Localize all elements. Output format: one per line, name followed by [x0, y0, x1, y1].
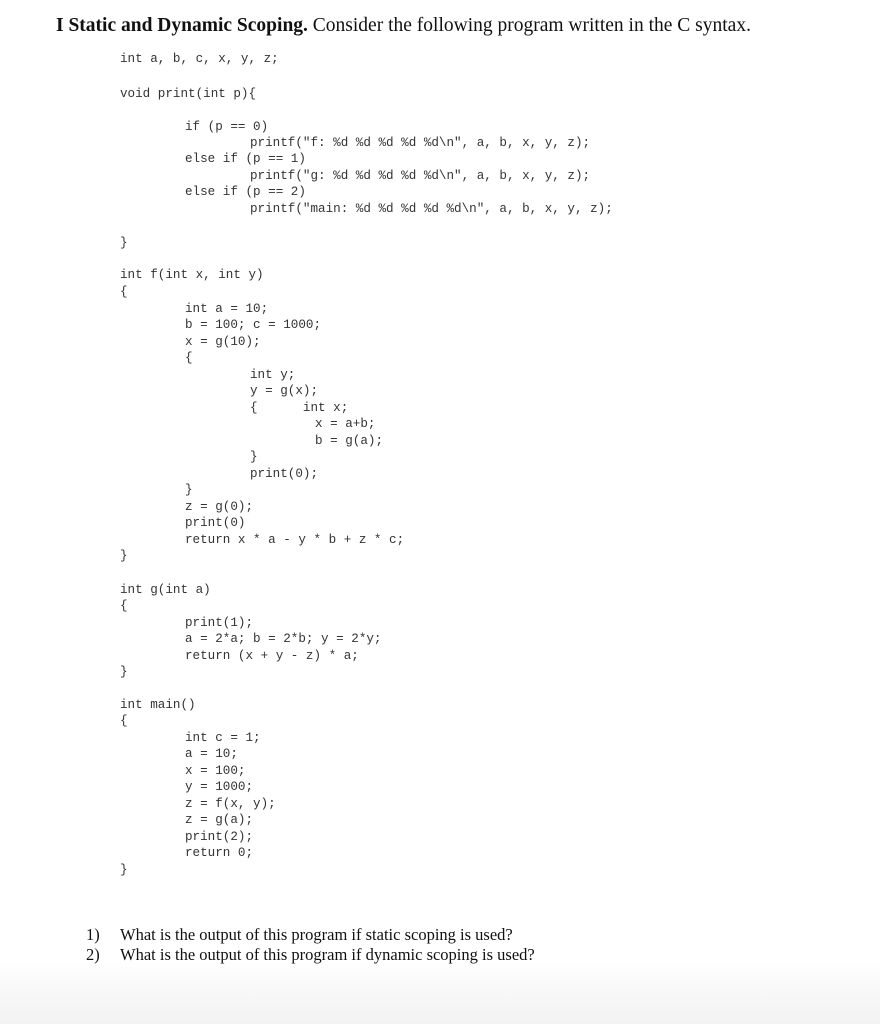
code-line: } [120, 665, 128, 679]
code-line: { [120, 285, 128, 299]
question-text: What is the output of this program if static scoping is used? [120, 925, 513, 944]
code-line: b = 100; c = 1000; [185, 318, 322, 332]
code-line: printf("g: %d %d %d %d %d\n", a, b, x, y, z); [250, 169, 591, 183]
code-line: z = f(x, y); [185, 797, 276, 811]
code-line: x = g(10); [185, 335, 261, 349]
code-line: return 0; [185, 846, 254, 860]
code-line: y = 1000; [185, 780, 254, 794]
code-line: void print(int p){ [120, 87, 257, 101]
code-line: } [120, 863, 128, 877]
code-line: int main() [120, 698, 196, 712]
code-line: int a = 10; [185, 302, 269, 316]
code-line: print(0) [185, 516, 246, 530]
heading-text: Consider the following program written in the C syntax. [312, 15, 751, 36]
code-line: print(0); [250, 467, 319, 481]
question-item [86, 945, 535, 965]
code-line: int f(int x, int y) [120, 268, 264, 282]
code-line: { [120, 599, 128, 613]
code-line: y = g(x); [250, 384, 319, 398]
page-heading [56, 14, 751, 38]
code-line: } [185, 483, 193, 497]
code-line: { [185, 351, 193, 365]
heading-label: I Static and Dynamic Scoping. [56, 15, 308, 36]
code-line: return (x + y - z) * a; [185, 649, 359, 663]
code-line: } [250, 450, 258, 464]
code-line: int g(int a) [120, 583, 211, 597]
code-line: printf("f: %d %d %d %d %d\n", a, b, x, y, z); [250, 136, 591, 150]
code-line: } [120, 549, 128, 563]
code-line: int c = 1; [185, 731, 261, 745]
code-line: return x * a - y * b + z * c; [185, 533, 405, 547]
question-text: What is the output of this program if dynamic scoping is used? [120, 945, 535, 964]
question-list [86, 925, 535, 965]
code-line: a = 2*a; b = 2*b; y = 2*y; [185, 632, 382, 646]
code-line: if (p == 0) [185, 120, 269, 134]
question-number: 2) [86, 945, 100, 964]
code-line: { int x; [250, 401, 349, 415]
code-line: print(1); [185, 616, 254, 630]
code-line: x = a+b; [315, 417, 376, 431]
code-line: a = 10; [185, 747, 238, 761]
code-line: printf("main: %d %d %d %d %d\n", a, b, x, y, z); [250, 202, 613, 216]
code-line: x = 100; [185, 764, 246, 778]
code-line: print(2); [185, 830, 254, 844]
code-line: int y; [250, 368, 296, 382]
question-item [86, 925, 535, 945]
code-line: else if (p == 2) [185, 185, 306, 199]
code-line: else if (p == 1) [185, 152, 306, 166]
code-line: { [120, 714, 128, 728]
code-line: } [120, 236, 128, 250]
code-line: z = g(a); [185, 813, 254, 827]
code-line: z = g(0); [185, 500, 254, 514]
question-number: 1) [86, 925, 100, 944]
code-line: int a, b, c, x, y, z; [120, 52, 279, 66]
code-line: b = g(a); [315, 434, 384, 448]
